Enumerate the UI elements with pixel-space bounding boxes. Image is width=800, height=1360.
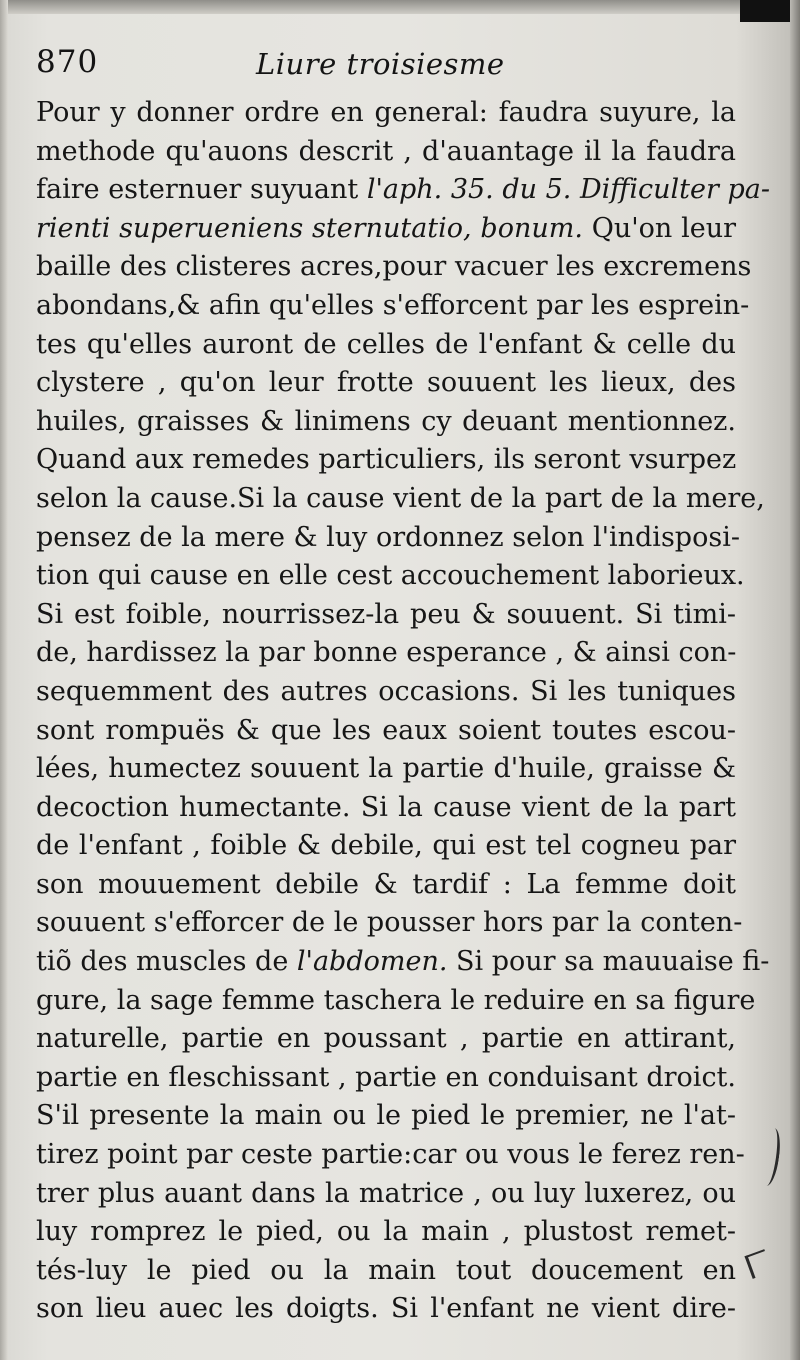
text-segment: de l'enfant , foible & debile, qui est tel cogneu par [36,830,736,862]
text-segment: souuent s'efforcer de le pousser hors par la conten- [36,907,743,939]
text-segment: sont rompuës & que les eaux soient toutes escou- [36,714,736,746]
text-segment: pensez de la mere & luy ordonnez selon l'indisposi- [36,521,740,553]
page-number: 870 [36,44,99,80]
text-line [36,712,736,751]
text-line [36,943,770,982]
text-segment: de, hardissez la par bonne esperance , & ainsi con- [36,637,737,669]
text-segment: Si est foible, nourrissez-la peu & souuent. Si timi- [36,598,736,630]
page-top-shadow [0,0,800,14]
text-segment: Pour y donner ordre en general: faudra suyure, la [36,97,736,128]
text-line [36,94,736,133]
text-segment: gure, la sage femme taschera le reduire en sa figure [36,984,756,1016]
text-line [36,982,756,1021]
text-segment: lées, humectez souuent la partie d'huile, graisse & [36,753,736,785]
text-segment: baille des clisteres acres,pour vacuer les excremens [36,251,752,283]
text-segment: abondans,& afin qu'elles s'efforcent par les esprein- [36,289,750,321]
page-header [36,44,736,84]
italic-segment: l'aph. 35. du 5. Difficulter pa- [366,174,770,206]
body-text [36,94,770,1329]
text-segment: tion qui cause en elle cest accouchement laborieux. [36,560,745,592]
text-segment: tiõ des muscles de [36,946,297,978]
text-line [36,1175,736,1214]
text-segment: selon la cause.Si la cause vient de la part de la mere, [36,482,765,514]
text-line [36,1252,736,1291]
text-line [36,596,736,635]
text-line [36,1020,736,1059]
text-line [36,904,743,943]
text-segment: clystere , qu'on leur frotte souuent les lieux, des [36,367,736,399]
text-segment: sequemment des autres occasions. Si les tuniques [36,675,736,707]
text-segment: luy romprez le pied, ou la main , plustost remet- [36,1216,736,1248]
text-line [36,326,736,365]
italic-segment: l'abdomen. [296,946,448,978]
text-line [36,133,736,172]
text-segment: Qu'on leur [582,212,736,244]
text-line [36,673,736,712]
italic-segment: rienti superueniens sternutatio, bonum. [36,212,583,244]
text-segment: Quand aux remedes particuliers, ils seront vsurpez [36,444,737,476]
text-line [36,866,736,905]
text-segment: huiles, graisses & linimens cy deuant mentionnez. [36,405,736,437]
text-segment: son lieu auec les doigts. Si l'enfant ne vient dire- [36,1293,736,1325]
text-line [36,441,736,480]
text-line [36,287,750,326]
text-line [36,364,736,403]
running-head: Liure troisiesme [256,47,505,81]
text-line [36,248,752,287]
text-line [36,480,765,519]
text-segment: tés-luy le pied ou la main tout doucement en [36,1254,736,1286]
text-line [36,210,736,249]
text-segment: faire esternuer suyuant [36,174,367,206]
text-line [36,1136,745,1175]
text-line [36,403,736,442]
text-line [36,1097,736,1136]
text-segment: trer plus auant dans la matrice , ou luy luxerez, ou [36,1177,736,1209]
text-line [36,171,770,210]
text-line [36,789,736,828]
text-segment: decoction humectante. Si la cause vient de la part [36,791,736,823]
text-segment: methode qu'auons descrit , d'auantage il la faudra [36,135,736,167]
text-line [36,827,736,866]
margin-pen-mark [758,1127,783,1187]
text-segment: partie en fleschissant , partie en conduisant droict. [36,1061,736,1093]
text-line [36,1059,736,1098]
text-segment: tirez point par ceste partie:car ou vous le ferez ren- [36,1139,745,1171]
page-right-edge [790,0,800,1360]
text-segment: tes qu'elles auront de celles de l'enfant & celle du [36,328,736,360]
text-segment: S'il presente la main ou le pied le premier, ne l'at- [36,1100,736,1132]
text-segment: son mouuement debile & tardif : La femme doit [36,868,736,900]
text-segment: Si pour sa mauuaise fi- [447,946,770,978]
text-line [36,519,740,558]
page-left-edge [0,0,8,1360]
text-line [36,1290,736,1329]
text-line [36,634,736,673]
text-line [36,750,736,789]
text-line [36,557,745,596]
text-segment: naturelle, partie en poussant , partie en attirant, [36,1023,736,1055]
margin-pen-mark [745,1249,773,1279]
text-line [36,1213,736,1252]
